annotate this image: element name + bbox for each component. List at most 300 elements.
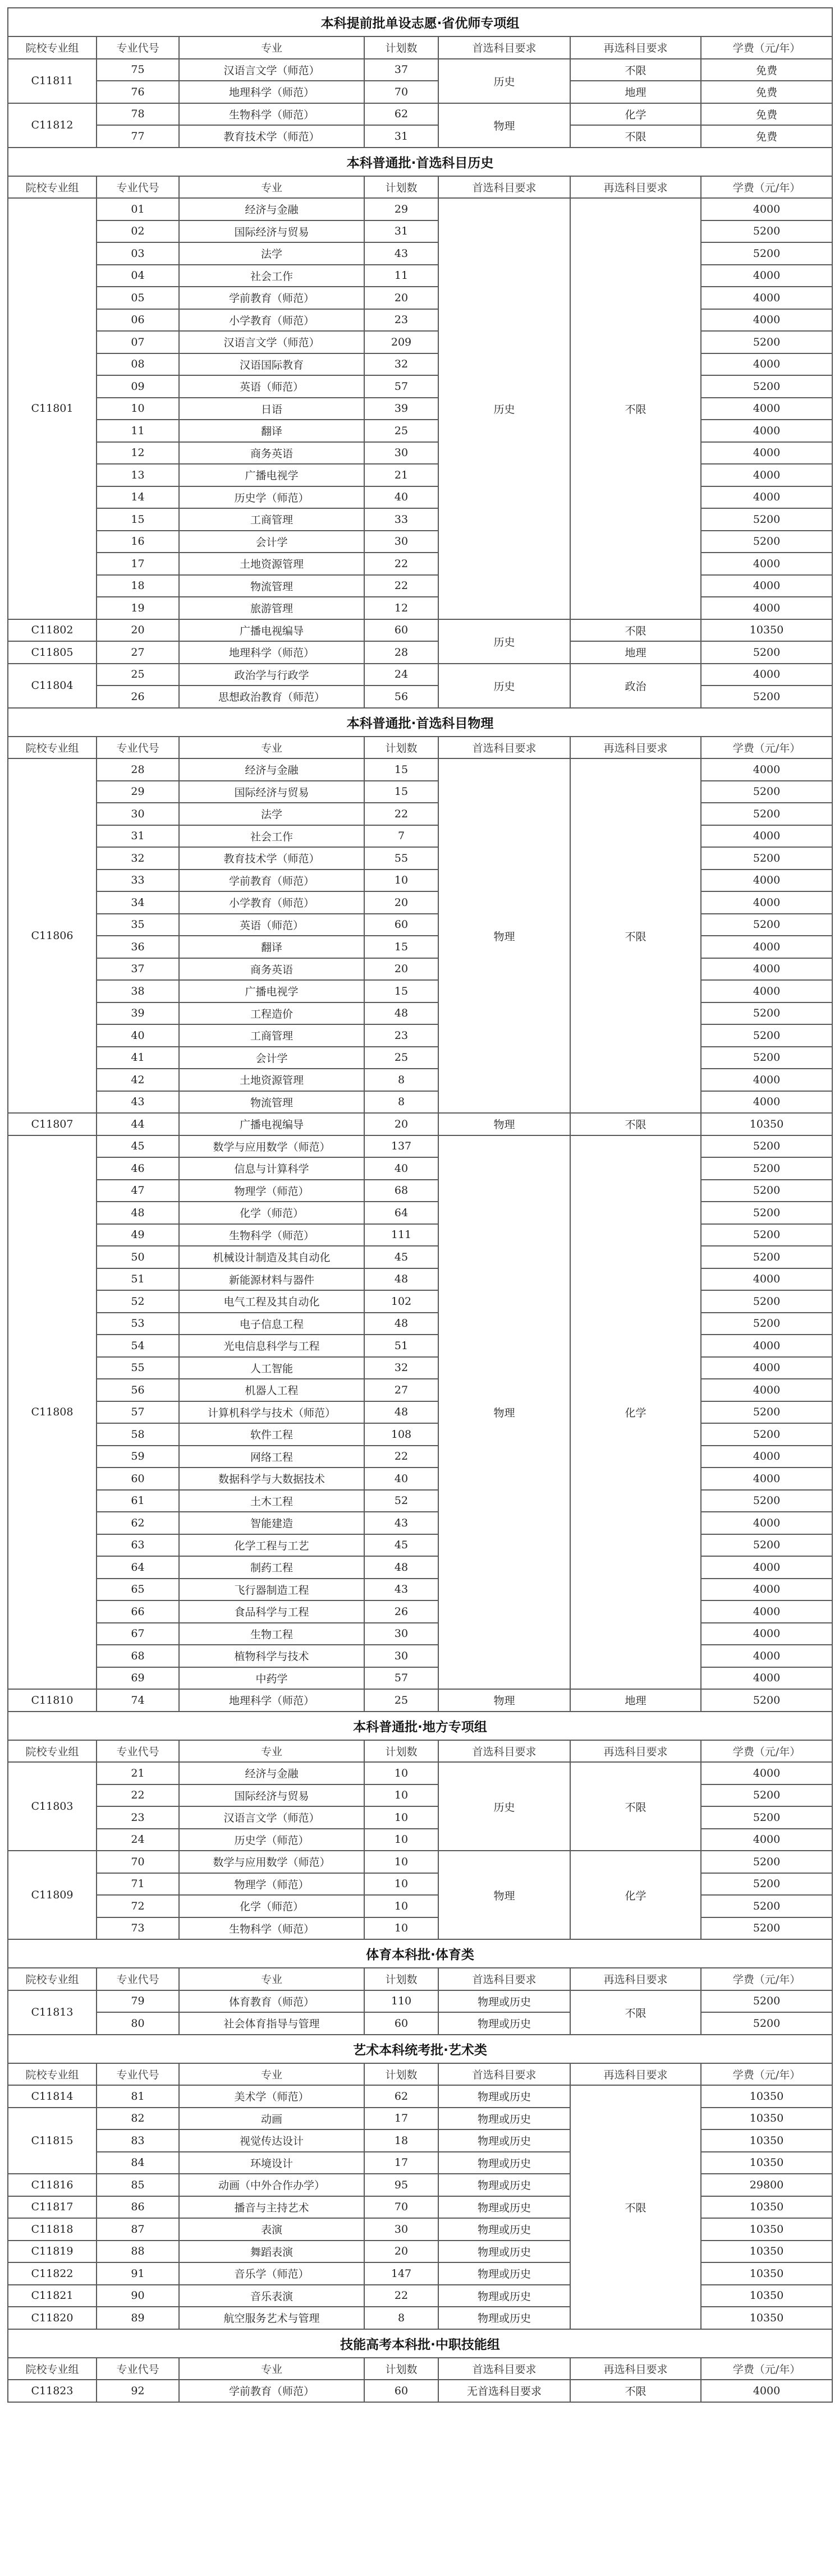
major-code: 12 <box>97 442 179 464</box>
major-name: 广播电视学 <box>179 980 364 1002</box>
header-group: 院校专业组 <box>8 1740 97 1763</box>
table-row <box>8 1667 832 1690</box>
tuition-fee: 4000 <box>701 1468 832 1490</box>
table-row <box>8 1623 832 1645</box>
column-header-row <box>8 1968 832 1990</box>
table-row <box>8 1806 832 1829</box>
table-row <box>8 2241 832 2263</box>
major-name: 法学 <box>179 803 364 825</box>
first-subject: 历史 <box>438 59 570 103</box>
plan-count: 30 <box>364 442 438 464</box>
table-row <box>8 81 832 103</box>
plan-count: 147 <box>364 2262 438 2285</box>
table-row <box>8 398 832 420</box>
table-row <box>8 265 832 287</box>
table-row <box>8 1202 832 1224</box>
plan-count: 108 <box>364 1423 438 1446</box>
major-name: 学前教育（师范） <box>179 870 364 892</box>
major-code: 16 <box>97 531 179 553</box>
second-subject: 不限 <box>570 619 701 642</box>
plan-count: 48 <box>364 1313 438 1335</box>
tuition-fee: 5200 <box>701 1917 832 1940</box>
major-code: 09 <box>97 375 179 398</box>
header-tuition: 学费（元/年） <box>701 1740 832 1763</box>
major-code: 71 <box>97 1873 179 1896</box>
column-header-row <box>8 2063 832 2086</box>
plan-count: 51 <box>364 1335 438 1357</box>
major-name: 工商管理 <box>179 508 364 531</box>
plan-count: 60 <box>364 2380 438 2402</box>
header-second-subject: 再选科目要求 <box>570 737 701 759</box>
plan-count: 22 <box>364 803 438 825</box>
major-code: 54 <box>97 1335 179 1357</box>
header-major: 专业 <box>179 1968 364 1990</box>
plan-count: 23 <box>364 309 438 332</box>
major-name: 教育技术学（师范） <box>179 125 364 148</box>
tuition-fee: 免费 <box>701 125 832 148</box>
plan-count: 10 <box>364 870 438 892</box>
section-title: 本科提前批单设志愿·省优师专项组 <box>8 8 832 36</box>
tuition-fee: 10350 <box>701 2307 832 2329</box>
column-header-row <box>8 176 832 199</box>
major-code: 32 <box>97 847 179 870</box>
header-code: 专业代号 <box>97 1740 179 1763</box>
major-code: 17 <box>97 553 179 575</box>
group-code: C11803 <box>8 1762 97 1851</box>
group-code: C11823 <box>8 2380 97 2402</box>
second-subject: 不限 <box>570 2380 701 2402</box>
major-code: 76 <box>97 81 179 103</box>
major-code: 51 <box>97 1268 179 1291</box>
tuition-fee: 4000 <box>701 1446 832 1468</box>
plan-count: 48 <box>364 1401 438 1424</box>
table-row <box>8 803 832 825</box>
header-first-subject: 首选科目要求 <box>438 737 570 759</box>
second-subject: 不限 <box>570 1762 701 1851</box>
first-subject: 物理或历史 <box>438 2108 570 2130</box>
second-subject: 不限 <box>570 758 701 1113</box>
plan-count: 102 <box>364 1290 438 1313</box>
tuition-fee: 4000 <box>701 758 832 781</box>
major-code: 24 <box>97 1829 179 1851</box>
table-row <box>8 641 832 664</box>
table-row <box>8 1002 832 1025</box>
major-name: 广播电视编导 <box>179 619 364 642</box>
major-name: 国际经济与贸易 <box>179 781 364 803</box>
tuition-fee: 4000 <box>701 1623 832 1645</box>
tuition-fee: 5200 <box>701 1047 832 1069</box>
tuition-fee: 免费 <box>701 81 832 103</box>
major-name: 音乐学（师范） <box>179 2262 364 2285</box>
table-row <box>8 2285 832 2307</box>
table-row <box>8 2108 832 2130</box>
major-name: 中药学 <box>179 1667 364 1690</box>
plan-count: 30 <box>364 1645 438 1667</box>
plan-count: 30 <box>364 1623 438 1645</box>
major-code: 41 <box>97 1047 179 1069</box>
header-second-subject: 再选科目要求 <box>570 176 701 199</box>
major-name: 信息与计算科学 <box>179 1157 364 1180</box>
table-row <box>8 2380 832 2402</box>
major-name: 翻译 <box>179 936 364 958</box>
second-subject: 地理 <box>570 81 701 103</box>
major-code: 64 <box>97 1556 179 1579</box>
major-name: 化学（师范） <box>179 1202 364 1224</box>
table-row <box>8 1446 832 1468</box>
table-row <box>8 914 832 936</box>
section-title-row <box>8 2035 832 2063</box>
group-code: C11817 <box>8 2196 97 2219</box>
major-name: 经济与金融 <box>179 1762 364 1784</box>
table-row <box>8 1180 832 1202</box>
tuition-fee: 5200 <box>701 1401 832 1424</box>
major-code: 30 <box>97 803 179 825</box>
first-subject: 物理或历史 <box>438 1990 570 2013</box>
plan-count: 62 <box>364 103 438 126</box>
plan-count: 32 <box>364 1357 438 1379</box>
tuition-fee: 4000 <box>701 553 832 575</box>
plan-count: 37 <box>364 59 438 81</box>
table-row <box>8 575 832 597</box>
table-row <box>8 847 832 870</box>
major-name: 英语（师范） <box>179 914 364 936</box>
first-subject: 历史 <box>438 619 570 664</box>
major-name: 国际经济与贸易 <box>179 1784 364 1807</box>
group-code: C11802 <box>8 619 97 642</box>
table-row <box>8 1401 832 1424</box>
major-name: 物理学（师范） <box>179 1180 364 1202</box>
major-code: 37 <box>97 958 179 981</box>
major-code: 53 <box>97 1313 179 1335</box>
table-row <box>8 103 832 126</box>
table-row <box>8 508 832 531</box>
major-name: 经济与金融 <box>179 758 364 781</box>
plan-count: 43 <box>364 242 438 265</box>
major-code: 40 <box>97 1024 179 1047</box>
table-row <box>8 1645 832 1667</box>
plan-count: 48 <box>364 1002 438 1025</box>
plan-count: 11 <box>364 265 438 287</box>
second-subject: 化学 <box>570 1135 701 1690</box>
major-name: 数学与应用数学（师范） <box>179 1135 364 1158</box>
header-plan: 计划数 <box>364 36 438 59</box>
group-code: C11820 <box>8 2307 97 2329</box>
tuition-fee: 4000 <box>701 287 832 309</box>
major-name: 地理科学（师范） <box>179 641 364 664</box>
major-code: 60 <box>97 1468 179 1490</box>
tuition-fee: 10350 <box>701 619 832 642</box>
tuition-fee: 5200 <box>701 1024 832 1047</box>
tuition-fee: 4000 <box>701 1556 832 1579</box>
tuition-fee: 4000 <box>701 1268 832 1291</box>
plan-count: 17 <box>364 2108 438 2130</box>
major-name: 思想政治教育（师范） <box>179 686 364 708</box>
header-code: 专业代号 <box>97 737 179 759</box>
major-name: 飞行器制造工程 <box>179 1579 364 1601</box>
tuition-fee: 5200 <box>701 1784 832 1807</box>
major-code: 66 <box>97 1600 179 1623</box>
second-subject: 不限 <box>570 1990 701 2035</box>
table-row <box>8 59 832 81</box>
plan-count: 31 <box>364 125 438 148</box>
plan-count: 10 <box>364 1806 438 1829</box>
plan-count: 12 <box>364 597 438 619</box>
plan-count: 39 <box>364 398 438 420</box>
tuition-fee: 4000 <box>701 597 832 619</box>
table-row <box>8 198 832 220</box>
section-title: 本科普通批·地方专项组 <box>8 1712 832 1740</box>
plan-count: 110 <box>364 1990 438 2013</box>
major-code: 46 <box>97 1157 179 1180</box>
plan-count: 15 <box>364 758 438 781</box>
major-code: 65 <box>97 1579 179 1601</box>
table-row <box>8 1335 832 1357</box>
major-name: 学前教育（师范） <box>179 287 364 309</box>
tuition-fee: 5200 <box>701 803 832 825</box>
plan-count: 57 <box>364 1667 438 1690</box>
table-row <box>8 1135 832 1158</box>
table-row <box>8 619 832 642</box>
major-name: 制药工程 <box>179 1556 364 1579</box>
tuition-fee: 4000 <box>701 198 832 220</box>
plan-count: 70 <box>364 2196 438 2219</box>
plan-count: 43 <box>364 1512 438 1534</box>
major-name: 机器人工程 <box>179 1379 364 1401</box>
plan-count: 29 <box>364 198 438 220</box>
plan-count: 28 <box>364 641 438 664</box>
plan-count: 30 <box>364 531 438 553</box>
plan-count: 48 <box>364 1268 438 1291</box>
table-row <box>8 1290 832 1313</box>
first-subject: 物理 <box>438 1689 570 1712</box>
major-name: 国际经济与贸易 <box>179 220 364 243</box>
first-subject: 历史 <box>438 198 570 619</box>
major-code: 31 <box>97 825 179 848</box>
first-subject: 物理或历史 <box>438 2307 570 2329</box>
group-code: C11815 <box>8 2108 97 2174</box>
first-subject: 物理或历史 <box>438 2129 570 2152</box>
tuition-fee: 4000 <box>701 980 832 1002</box>
section-title: 体育本科批·体育类 <box>8 1939 832 1968</box>
first-subject: 物理或历史 <box>438 2241 570 2263</box>
table-row <box>8 1490 832 1512</box>
plan-count: 22 <box>364 553 438 575</box>
header-tuition: 学费（元/年） <box>701 737 832 759</box>
major-code: 55 <box>97 1357 179 1379</box>
tuition-fee: 4000 <box>701 664 832 686</box>
header-code: 专业代号 <box>97 2063 179 2086</box>
section-title-row <box>8 1939 832 1968</box>
major-name: 商务英语 <box>179 442 364 464</box>
table-row <box>8 2129 832 2152</box>
major-name: 会计学 <box>179 1047 364 1069</box>
first-subject: 物理或历史 <box>438 2218 570 2241</box>
header-tuition: 学费（元/年） <box>701 36 832 59</box>
tuition-fee: 5200 <box>701 1313 832 1335</box>
header-plan: 计划数 <box>364 1740 438 1763</box>
tuition-fee: 4000 <box>701 1091 832 1114</box>
major-code: 63 <box>97 1534 179 1557</box>
table-row <box>8 309 832 332</box>
table-row <box>8 1357 832 1379</box>
tuition-fee: 4000 <box>701 891 832 914</box>
tuition-fee: 10350 <box>701 2218 832 2241</box>
section-title-row <box>8 708 832 737</box>
plan-count: 45 <box>364 1246 438 1268</box>
tuition-fee: 5200 <box>701 531 832 553</box>
table-row <box>8 686 832 708</box>
table-row <box>8 781 832 803</box>
major-name: 数据科学与大数据技术 <box>179 1468 364 1490</box>
tuition-fee: 5200 <box>701 1157 832 1180</box>
table-row <box>8 2262 832 2285</box>
major-code: 74 <box>97 1689 179 1712</box>
plan-count: 62 <box>364 2085 438 2108</box>
header-major: 专业 <box>179 176 364 199</box>
plan-count: 10 <box>364 1829 438 1851</box>
tuition-fee: 5200 <box>701 1002 832 1025</box>
tuition-fee: 4000 <box>701 464 832 486</box>
table-row <box>8 531 832 553</box>
table-row <box>8 1468 832 1490</box>
header-major: 专业 <box>179 2358 364 2380</box>
major-code: 61 <box>97 1490 179 1512</box>
plan-count: 17 <box>364 2152 438 2174</box>
tuition-fee: 10350 <box>701 2285 832 2307</box>
major-name: 土地资源管理 <box>179 553 364 575</box>
header-major: 专业 <box>179 1740 364 1763</box>
plan-count: 15 <box>364 781 438 803</box>
major-name: 小学教育（师范） <box>179 309 364 332</box>
major-code: 78 <box>97 103 179 126</box>
major-code: 70 <box>97 1851 179 1873</box>
table-row <box>8 1313 832 1335</box>
header-first-subject: 首选科目要求 <box>438 176 570 199</box>
tuition-fee: 5200 <box>701 331 832 353</box>
major-code: 23 <box>97 1806 179 1829</box>
major-name: 土木工程 <box>179 1490 364 1512</box>
tuition-fee: 4000 <box>701 2380 832 2402</box>
tuition-fee: 4000 <box>701 1512 832 1534</box>
header-second-subject: 再选科目要求 <box>570 1740 701 1763</box>
header-plan: 计划数 <box>364 2063 438 2086</box>
major-name: 法学 <box>179 242 364 265</box>
major-code: 85 <box>97 2174 179 2196</box>
major-code: 62 <box>97 1512 179 1534</box>
tuition-fee: 4000 <box>701 353 832 376</box>
header-group: 院校专业组 <box>8 2358 97 2380</box>
second-subject: 不限 <box>570 59 701 81</box>
major-name: 表演 <box>179 2218 364 2241</box>
tuition-fee: 5200 <box>701 847 832 870</box>
table-row <box>8 2218 832 2241</box>
tuition-fee: 5200 <box>701 2012 832 2035</box>
tuition-fee: 4000 <box>701 1069 832 1091</box>
plan-count: 40 <box>364 1157 438 1180</box>
tuition-fee: 4000 <box>701 442 832 464</box>
group-code: C11810 <box>8 1689 97 1712</box>
major-code: 19 <box>97 597 179 619</box>
tuition-fee: 4000 <box>701 1829 832 1851</box>
second-subject: 政治 <box>570 664 701 708</box>
header-plan: 计划数 <box>364 176 438 199</box>
first-subject: 物理或历史 <box>438 2012 570 2035</box>
major-name: 社会工作 <box>179 265 364 287</box>
tuition-fee: 5200 <box>701 686 832 708</box>
major-code: 35 <box>97 914 179 936</box>
section-title: 本科普通批·首选科目物理 <box>8 708 832 737</box>
tuition-fee: 5200 <box>701 1806 832 1829</box>
major-code: 38 <box>97 980 179 1002</box>
major-code: 52 <box>97 1290 179 1313</box>
tuition-fee: 4000 <box>701 1335 832 1357</box>
header-tuition: 学费（元/年） <box>701 176 832 199</box>
major-name: 土地资源管理 <box>179 1069 364 1091</box>
section-title-row <box>8 148 832 176</box>
tuition-fee: 4000 <box>701 1579 832 1601</box>
major-name: 新能源材料与器件 <box>179 1268 364 1291</box>
header-first-subject: 首选科目要求 <box>438 2358 570 2380</box>
first-subject: 物理 <box>438 1113 570 1135</box>
major-name: 植物科学与技术 <box>179 1645 364 1667</box>
major-name: 化学（师范） <box>179 1895 364 1917</box>
major-name: 工商管理 <box>179 1024 364 1047</box>
table-row <box>8 1024 832 1047</box>
plan-count: 55 <box>364 847 438 870</box>
table-row <box>8 242 832 265</box>
table-row <box>8 125 832 148</box>
major-code: 79 <box>97 1990 179 2013</box>
table-row <box>8 758 832 781</box>
section-title: 技能高考本科批·中职技能组 <box>8 2329 832 2358</box>
major-code: 92 <box>97 2380 179 2402</box>
major-name: 网络工程 <box>179 1446 364 1468</box>
tuition-fee: 4000 <box>701 1357 832 1379</box>
group-code: C11808 <box>8 1135 97 1690</box>
major-code: 25 <box>97 664 179 686</box>
plan-count: 23 <box>364 1024 438 1047</box>
major-code: 80 <box>97 2012 179 2035</box>
major-name: 生物科学（师范） <box>179 1917 364 1940</box>
plan-count: 48 <box>364 1556 438 1579</box>
header-major: 专业 <box>179 737 364 759</box>
major-code: 87 <box>97 2218 179 2241</box>
tuition-fee: 5200 <box>701 914 832 936</box>
major-name: 人工智能 <box>179 1357 364 1379</box>
column-header-row <box>8 2358 832 2380</box>
tuition-fee: 5200 <box>701 1180 832 1202</box>
plan-count: 15 <box>364 980 438 1002</box>
major-code: 36 <box>97 936 179 958</box>
table-row <box>8 936 832 958</box>
major-name: 商务英语 <box>179 958 364 981</box>
tuition-fee: 免费 <box>701 103 832 126</box>
tuition-fee: 4000 <box>701 1645 832 1667</box>
tuition-fee: 4000 <box>701 870 832 892</box>
major-name: 广播电视编导 <box>179 1113 364 1135</box>
tuition-fee: 4000 <box>701 265 832 287</box>
tuition-fee: 5200 <box>701 508 832 531</box>
major-name: 音乐表演 <box>179 2285 364 2307</box>
plan-count: 25 <box>364 1047 438 1069</box>
tuition-fee: 4000 <box>701 1379 832 1401</box>
tuition-fee: 10350 <box>701 1113 832 1135</box>
major-code: 58 <box>97 1423 179 1446</box>
table-row <box>8 220 832 243</box>
first-subject: 物理或历史 <box>438 2085 570 2108</box>
tuition-fee: 4000 <box>701 575 832 597</box>
header-code: 专业代号 <box>97 176 179 199</box>
